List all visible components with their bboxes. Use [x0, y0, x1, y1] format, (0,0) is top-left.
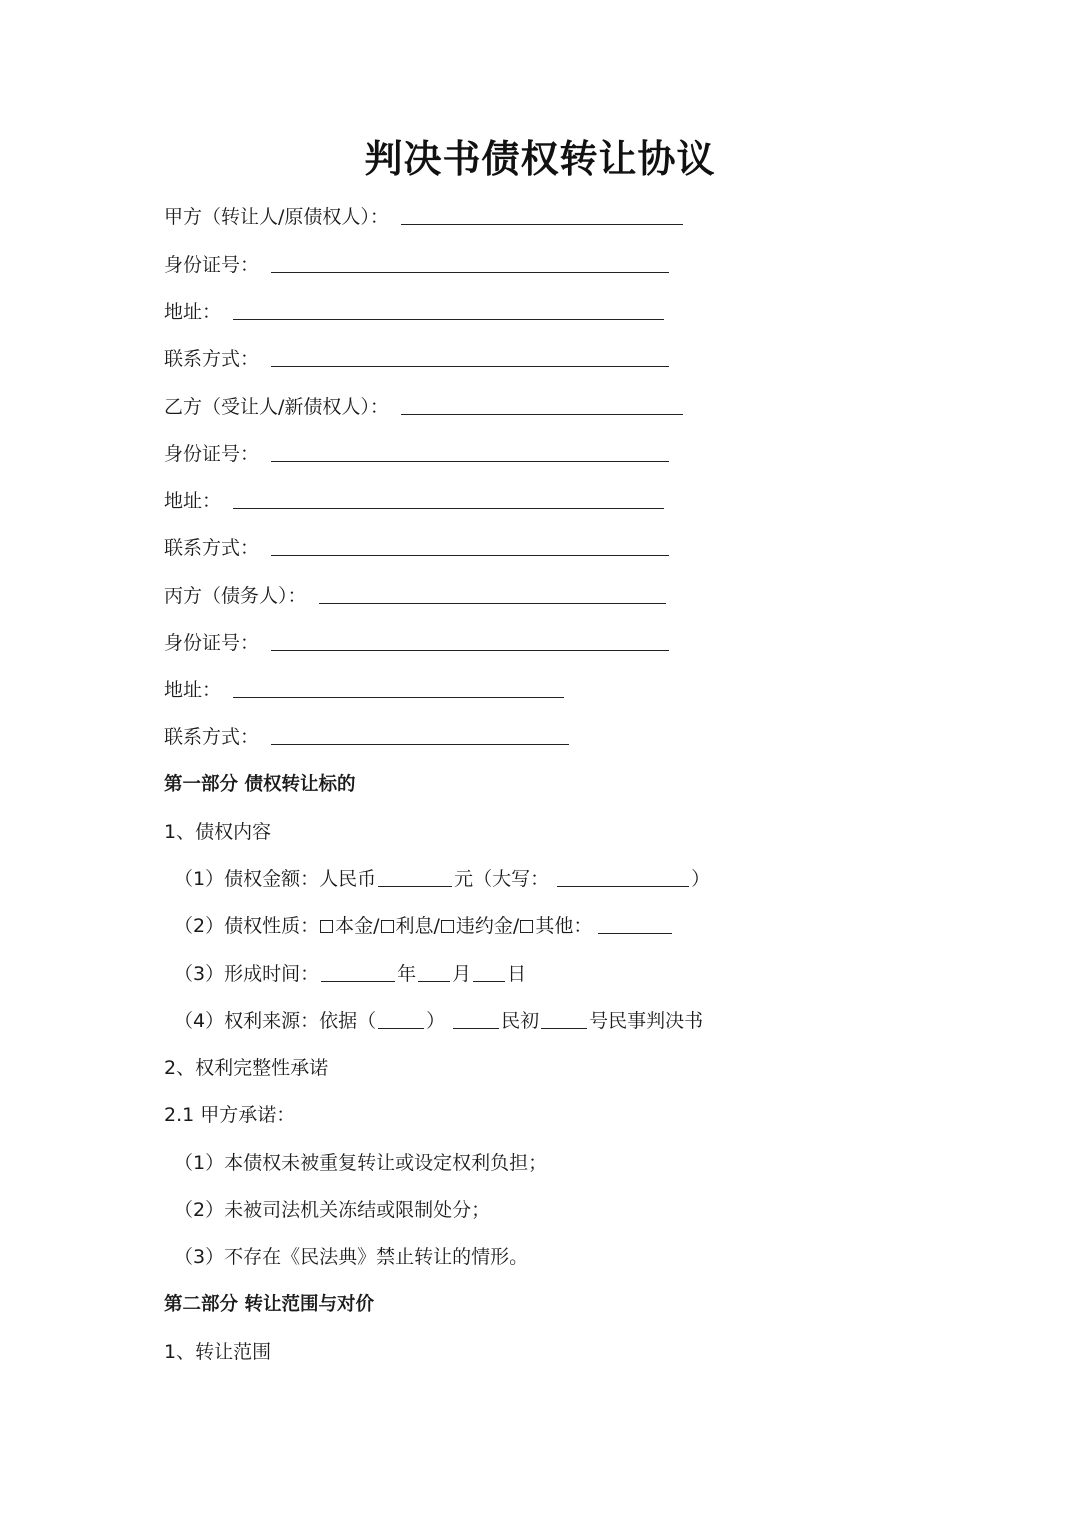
right-source-row	[174, 1006, 703, 1036]
claim-amount-blank[interactable]	[378, 866, 452, 887]
claim-amount-end: ）	[691, 868, 711, 890]
party-a-address-blank[interactable]	[233, 299, 664, 320]
year-label: 年	[397, 963, 417, 985]
right-source-close: ）	[426, 1010, 446, 1032]
part1-sec21-title: 2.1 甲方承诺：	[164, 1104, 296, 1126]
party-a-blank[interactable]	[401, 204, 683, 225]
party-a-address-label: 地址：	[164, 301, 222, 323]
party-a-id-row	[164, 250, 669, 280]
right-source-end: 号民事判决书	[589, 1010, 704, 1032]
party-a-id-blank[interactable]	[271, 252, 669, 273]
party-b-address-row	[164, 486, 664, 516]
principal-label: 本金/	[335, 915, 380, 937]
case-year-blank[interactable]	[378, 1008, 424, 1029]
party-c-contact-label: 联系方式：	[164, 726, 260, 748]
formation-date-row	[174, 959, 526, 989]
claim-amount-row	[174, 864, 710, 894]
party-c-label: 丙方（债务人）：	[164, 585, 307, 607]
party-a-label: 甲方（转让人/原债权人）：	[164, 206, 389, 228]
claim-amount-mid: 元（大写：	[454, 868, 550, 890]
party-a-contact-row	[164, 344, 669, 374]
party-c-contact-row	[164, 722, 569, 752]
party-b-id-row	[164, 439, 669, 469]
day-blank[interactable]	[473, 961, 505, 982]
party-b-address-label: 地址：	[164, 490, 222, 512]
month-label: 月	[452, 963, 472, 985]
party-a-row	[164, 202, 683, 232]
part2-sec1-title: 1、转让范围	[164, 1341, 272, 1363]
promise-item: （2）未被司法机关冻结或限制处分；	[174, 1199, 491, 1221]
party-b-address-blank[interactable]	[233, 488, 664, 509]
party-b-label: 乙方（受让人/新债权人）：	[164, 396, 389, 418]
other-blank[interactable]	[598, 913, 672, 934]
claim-nature-row	[174, 911, 672, 941]
part1-sec1-title: 1、债权内容	[164, 821, 272, 843]
formation-date-prefix: （3）形成时间：	[174, 963, 320, 985]
part1-heading: 第一部分 债权转让标的	[164, 774, 356, 795]
party-a-address-row	[164, 297, 664, 327]
principal-checkbox[interactable]	[320, 920, 333, 933]
document-title: 判决书债权转让协议	[364, 137, 716, 181]
party-b-contact-label: 联系方式：	[164, 537, 260, 559]
party-c-id-label: 身份证号：	[164, 632, 260, 654]
promise-item: （3）不存在《民法典》禁止转让的情形。	[174, 1246, 529, 1268]
party-c-contact-blank[interactable]	[271, 724, 569, 745]
party-a-contact-blank[interactable]	[271, 346, 669, 367]
right-source-prefix: （4）权利来源：依据（	[174, 1010, 377, 1032]
party-b-blank[interactable]	[401, 394, 683, 415]
party-b-row	[164, 392, 683, 422]
party-c-id-blank[interactable]	[271, 630, 669, 651]
interest-label: 利息/	[395, 915, 440, 937]
party-c-address-row	[164, 675, 564, 705]
party-b-id-blank[interactable]	[271, 441, 669, 462]
court-blank[interactable]	[453, 1008, 499, 1029]
interest-checkbox[interactable]	[381, 920, 394, 933]
year-blank[interactable]	[321, 961, 395, 982]
month-blank[interactable]	[418, 961, 450, 982]
party-a-id-label: 身份证号：	[164, 254, 260, 276]
party-c-blank[interactable]	[319, 583, 666, 604]
party-b-contact-blank[interactable]	[271, 535, 669, 556]
part1-sec2-title: 2、权利完整性承诺	[164, 1057, 329, 1079]
party-c-row	[164, 581, 666, 611]
part2-heading: 第二部分 转让范围与对价	[164, 1294, 374, 1315]
party-b-contact-row	[164, 533, 669, 563]
penalty-checkbox[interactable]	[441, 920, 454, 933]
party-c-address-blank[interactable]	[233, 677, 564, 698]
party-a-contact-label: 联系方式：	[164, 348, 260, 370]
claim-amount-words-blank[interactable]	[557, 866, 689, 887]
claim-nature-prefix: （2）债权性质：	[174, 915, 320, 937]
case-number-blank[interactable]	[541, 1008, 587, 1029]
penalty-label: 违约金/	[455, 915, 520, 937]
other-label: 其他：	[535, 915, 593, 937]
party-c-id-row	[164, 628, 669, 658]
right-source-mid: 民初	[501, 1010, 540, 1032]
other-checkbox[interactable]	[520, 920, 533, 933]
claim-amount-prefix: （1）债权金额：人民币	[174, 868, 377, 890]
party-b-id-label: 身份证号：	[164, 443, 260, 465]
promise-item: （1）本债权未被重复转让或设定权利负担；	[174, 1152, 548, 1174]
day-label: 日	[507, 963, 527, 985]
party-c-address-label: 地址：	[164, 679, 222, 701]
